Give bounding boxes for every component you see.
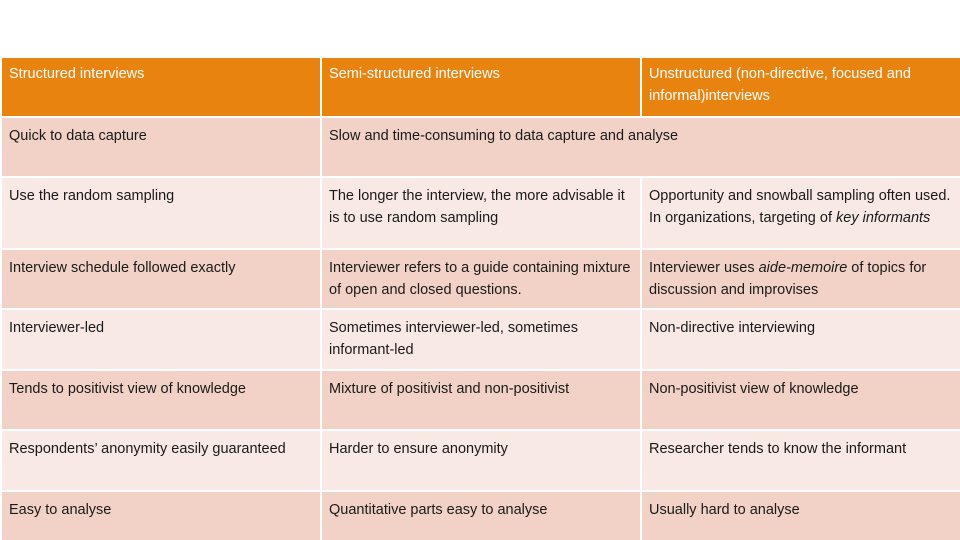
header-unstructured: Unstructured (non-directive, focused and informal)interviews [641,57,960,117]
cell-semi-structured: Quantitative parts easy to analyse [321,491,641,540]
cell-semi-structured: The longer the interview, the more advisable it is to use random sampling [321,177,641,249]
cell-text: Opportunity and snowball sampling often used. In organizations, targeting of [649,188,951,226]
cell-unstructured: Non-positivist view of knowledge [641,370,960,430]
comparison-table [0,56,960,540]
cell-semi-structured: Interviewer refers to a guide containing mixture of open and closed questions. [321,249,641,309]
table-row [1,370,960,430]
cell-structured: Interview schedule followed exactly [1,249,321,309]
cell-structured: Easy to analyse [1,491,321,540]
cell-semi-structured: Mixture of positivist and non-positivist [321,370,641,430]
cell-merged: Slow and time-consuming to data capture and analyse [321,117,960,177]
cell-unstructured: Non-directive interviewing [641,309,960,370]
cell-structured: Respondents’ anonymity easily guaranteed [1,430,321,491]
cell-unstructured: Researcher tends to know the informant [641,430,960,491]
cell-structured: Quick to data capture [1,117,321,177]
cell-emphasis: key informants [836,210,931,226]
table-row [1,491,960,540]
cell-structured: Interviewer-led [1,309,321,370]
cell-emphasis: aide-memoire [758,260,848,276]
header-semi-structured: Semi-structured interviews [321,57,641,117]
cell-unstructured [641,249,960,309]
table-row [1,117,960,177]
cell-structured: Tends to positivist view of knowledge [1,370,321,430]
table-header-row [1,57,960,117]
cell-unstructured: Usually hard to analyse [641,491,960,540]
header-structured: Structured interviews [1,57,321,117]
cell-structured: Use the random sampling [1,177,321,249]
table-row [1,177,960,249]
table-row [1,309,960,370]
cell-semi-structured: Sometimes interviewer-led, sometimes informant-led [321,309,641,370]
cell-semi-structured: Harder to ensure anonymity [321,430,641,491]
cell-text: Interviewer uses [649,260,759,276]
table-row [1,249,960,309]
cell-text: of topics for discussion and improvises [649,260,927,298]
table-row [1,430,960,491]
cell-unstructured [641,177,960,249]
